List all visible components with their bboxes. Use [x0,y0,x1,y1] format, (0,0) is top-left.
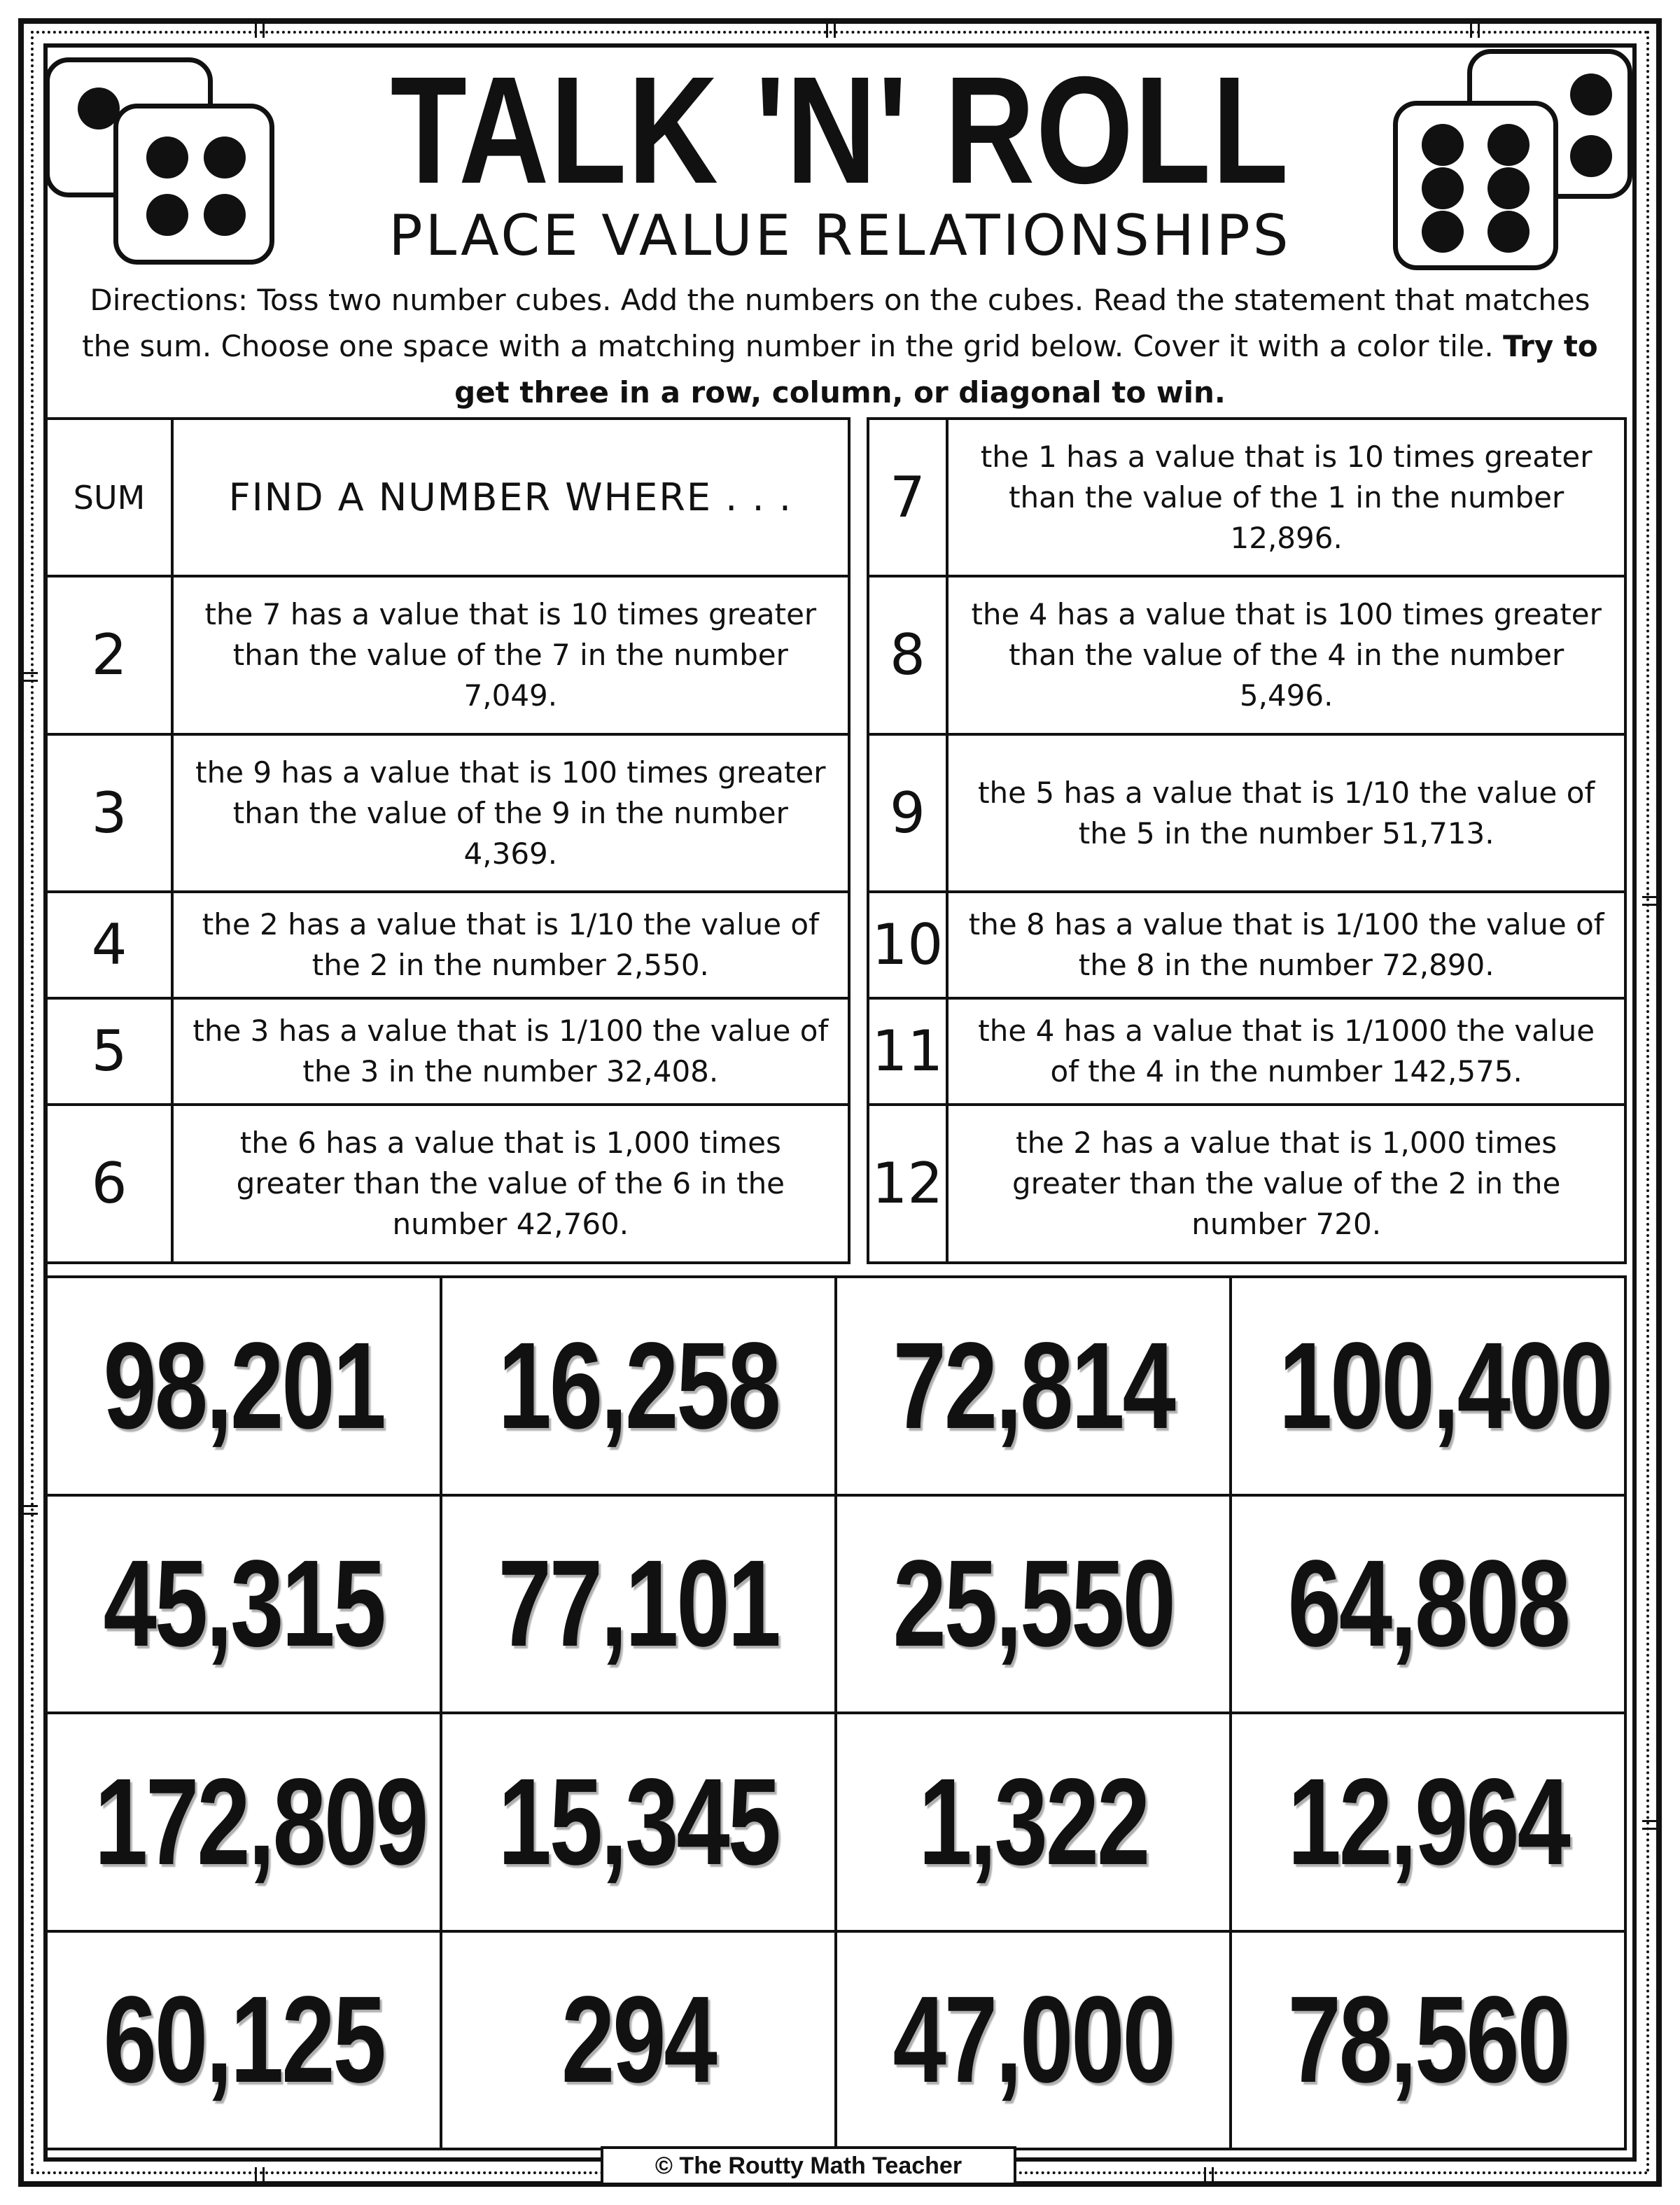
sum-value: 6 [46,1105,172,1263]
column-gap [849,734,868,892]
grid-cell[interactable] [1231,1713,1625,1931]
sum-value: 5 [46,998,172,1105]
sum-value: 2 [46,576,172,734]
grid-cell[interactable] [46,1277,441,1495]
statement-text: the 7 has a value that is 10 times greater than the value of the 7 in the number 7,049. [172,576,849,734]
grid-number: 60,125 [103,1971,384,2109]
directions [63,277,1617,416]
column-gap [849,576,868,734]
grid-cell[interactable] [836,1713,1231,1931]
border-tick [1470,21,1480,38]
border-tick [21,672,38,682]
statement-text: the 8 has a value that is 1/100 the value of the 8 in the number 72,890. [947,892,1625,998]
pip [1570,74,1612,115]
page-subtitle: PLACE VALUE RELATIONSHIPS [388,203,1292,268]
statement-text: the 3 has a value that is 1/100 the value of the 3 in the number 32,408. [172,998,849,1105]
grid-number: 77,101 [498,1535,779,1673]
table-row [46,998,1625,1105]
grid-number: 16,258 [498,1317,779,1455]
table-row [46,576,1625,734]
grid-cell[interactable] [46,1713,441,1931]
grid-cell[interactable] [836,1931,1231,2150]
grid-row [46,1713,1625,1931]
border-tick [826,21,836,38]
column-gap [849,419,868,576]
grid-number: 72,814 [892,1317,1174,1455]
statement-text: the 4 has a value that is 1/1000 the value of the 4 in the number 142,575. [947,998,1625,1105]
directions-emphasis: Try to get three in a row, column, or diagonal to win. [454,329,1598,410]
border-tick [255,2167,265,2184]
credit-footer: © The Routty Math Teacher [601,2146,1016,2185]
grid-number: 98,201 [103,1317,384,1455]
grid-row [46,1495,1625,1714]
header-sum: SUM [46,419,172,576]
grid-number: 12,964 [1287,1753,1569,1891]
sum-value: 4 [46,892,172,998]
grid-cell[interactable] [1231,1495,1625,1714]
table-row [46,1105,1625,1263]
column-gap [849,1105,868,1263]
grid-cell[interactable] [441,1495,836,1714]
column-gap [849,892,868,998]
grid-number: 64,808 [1287,1535,1569,1673]
pip [1570,135,1612,177]
grid-cell[interactable] [836,1277,1231,1495]
number-grid [45,1275,1627,2150]
border-tick [1204,2167,1214,2184]
statement-text: the 6 has a value that is 1,000 times greater than the value of the 6 in the number 42,760. [172,1105,849,1263]
statement-text: the 2 has a value that is 1,000 times greater than the value of the 2 in the number 720. [947,1105,1625,1263]
sum-value: 12 [868,1105,948,1263]
statement-text: the 1 has a value that is 10 times greater than the value of the 1 in the number 12,896. [947,419,1625,576]
table-row [46,419,1625,576]
border-tick [1642,1820,1659,1830]
directions-label: Directions: [90,283,248,317]
border-tick [21,1505,38,1515]
grid-cell[interactable] [836,1495,1231,1714]
statement-text: the 5 has a value that is 1/10 the value of the 5 in the number 51,713. [947,734,1625,892]
grid-number: 1,322 [918,1753,1148,1891]
sum-value: 11 [868,998,948,1105]
sum-value: 10 [868,892,948,998]
sum-value: 8 [868,576,948,734]
grid-row [46,1931,1625,2150]
header-find: FIND A NUMBER WHERE . . . [172,419,849,576]
table-row [46,892,1625,998]
grid-cell[interactable] [46,1495,441,1714]
grid-number: 100,400 [1278,1317,1611,1455]
grid-cell[interactable] [1231,1277,1625,1495]
grid-cell[interactable] [441,1931,836,2150]
grid-row [46,1277,1625,1495]
grid-cell[interactable] [441,1277,836,1495]
sum-value: 9 [868,734,948,892]
statement-text: the 9 has a value that is 100 times greater than the value of the 9 in the number 4,369. [172,734,849,892]
table-row [46,734,1625,892]
grid-number: 25,550 [892,1535,1174,1673]
grid-cell[interactable] [441,1713,836,1931]
border-tick [255,21,265,38]
border-tick [1642,896,1659,906]
sum-statements-table [45,417,1627,1264]
page-title: TALK 'N' ROLL [390,46,1290,216]
grid-number: 45,315 [103,1535,384,1673]
grid-cell[interactable] [1231,1931,1625,2150]
statement-text: the 4 has a value that is 100 times greater than the value of the 4 in the number 5,496. [947,576,1625,734]
grid-number: 47,000 [892,1971,1174,2109]
grid-number: 172,809 [94,1753,427,1891]
grid-number: 294 [561,1971,715,2109]
grid-cell[interactable] [46,1931,441,2150]
statement-text: the 2 has a value that is 1/10 the value of the 2 in the number 2,550. [172,892,849,998]
grid-number: 78,560 [1287,1971,1569,2109]
sum-value: 7 [868,419,948,576]
column-gap [849,998,868,1105]
directions-text: Toss two number cubes. Add the numbers on the cubes. Read the statement that matches the sum. Choose one space with a matching number in the grid below. Cover it with a color tile. [82,283,1590,363]
grid-number: 15,345 [498,1753,779,1891]
sum-value: 3 [46,734,172,892]
